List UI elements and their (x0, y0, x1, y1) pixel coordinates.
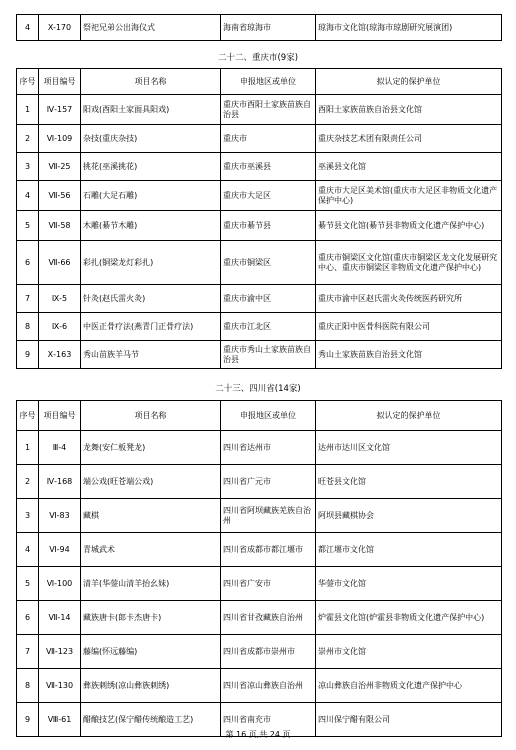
table-row (17, 211, 502, 241)
project-name: 挑花(巫溪挑花) (81, 153, 221, 181)
page-footer: 第 16 页,共 24 页 (225, 730, 291, 739)
project-code: Ⅶ-123 (39, 635, 81, 669)
project-code: Ⅵ-100 (39, 567, 81, 601)
protection-unit: 重庆市铜梁区文化馆(重庆市铜梁区龙文化发展研究中心、重庆市铜梁区非物质文化遗产保护中心) (316, 241, 502, 285)
protection-unit: 阿坝县藏棋协会 (316, 499, 502, 533)
protection-unit: 达州市达川区文化馆 (316, 431, 502, 465)
header-code: 项目编号 (39, 69, 81, 95)
region: 重庆市酉阳土家族苗族自治县 (221, 95, 316, 125)
table-row (17, 533, 502, 567)
protection-unit: 重庆正阳中医骨科医院有限公司 (316, 313, 502, 341)
row-number: 5 (17, 211, 39, 241)
project-code: Ⅵ-109 (39, 125, 81, 153)
protection-unit: 秀山土家族苗族自治县文化馆 (316, 341, 502, 369)
row-number: 4 (17, 181, 39, 211)
project-name: 清羊(华蓥山清羊抬幺妹) (81, 567, 221, 601)
region: 四川省凉山彝族自治州 (221, 669, 316, 703)
table-row (17, 15, 502, 41)
project-code: Ⅶ-66 (39, 241, 81, 285)
table-row (17, 181, 502, 211)
row-number: 8 (17, 669, 39, 703)
project-code: Ⅶ-14 (39, 601, 81, 635)
section-title-chongqing: 二十二、重庆市(9家) (217, 53, 299, 63)
table-row (17, 95, 502, 125)
sichuan-table (16, 400, 502, 737)
row-number: 8 (17, 313, 39, 341)
project-name: 阳戏(酉阳土家面具阳戏) (81, 95, 221, 125)
project-name: 彝族刺绣(凉山彝族刺绣) (81, 669, 221, 703)
header-name: 项目名称 (81, 401, 221, 431)
table-row (17, 125, 502, 153)
region: 四川省阿坝藏族羌族自治州 (221, 499, 316, 533)
project-name: 龙舞(安仁板凳龙) (81, 431, 221, 465)
region: 重庆市大足区 (221, 181, 316, 211)
protection-unit: 旺苍县文化馆 (316, 465, 502, 499)
region: 四川省广元市 (221, 465, 316, 499)
project-name: 藏族唐卡(郎卡杰唐卡) (81, 601, 221, 635)
row-number: 1 (17, 95, 39, 125)
header-region: 申报地区或单位 (221, 401, 316, 431)
table-row (17, 669, 502, 703)
protection-unit: 琼海市文化馆(琼海市琼剧研究展演团) (316, 15, 502, 41)
region: 四川省南充市 (221, 703, 316, 737)
table-row (17, 241, 502, 285)
project-code: Ⅶ-58 (39, 211, 81, 241)
protection-unit: 崇州市文化馆 (316, 635, 502, 669)
region: 重庆市秀山土家族苗族自治县 (221, 341, 316, 369)
row-number: 7 (17, 635, 39, 669)
project-code: Ⅵ-94 (39, 533, 81, 567)
region: 重庆市铜梁区 (221, 241, 316, 285)
table-row (17, 431, 502, 465)
project-code: Ⅶ-25 (39, 153, 81, 181)
table-row (17, 153, 502, 181)
table-row (17, 465, 502, 499)
protection-unit: 酉阳土家族苗族自治县文化馆 (316, 95, 502, 125)
project-name: 木雕(綦节木雕) (81, 211, 221, 241)
row-number: 2 (17, 465, 39, 499)
header-name: 项目名称 (81, 69, 221, 95)
header-unit: 拟认定的保护单位 (316, 401, 502, 431)
project-code: Ⅶ-130 (39, 669, 81, 703)
region: 海南省琼海市 (221, 15, 316, 41)
protection-unit: 华蓥市文化馆 (316, 567, 502, 601)
protection-unit: 重庆市渝中区赵氏雷火灸传统医药研究所 (316, 285, 502, 313)
row-number: 9 (17, 341, 39, 369)
project-name: 青城武术 (81, 533, 221, 567)
protection-unit: 凉山彝族自治州非物质文化遗产保护中心 (316, 669, 502, 703)
protection-unit: 重庆杂技艺术团有限责任公司 (316, 125, 502, 153)
table-header-row (17, 69, 502, 95)
project-code: Ⅸ-6 (39, 313, 81, 341)
table-row (17, 341, 502, 369)
project-code: Ⅷ-61 (39, 703, 81, 737)
header-no: 序号 (17, 69, 39, 95)
table-row (17, 499, 502, 533)
header-unit: 拟认定的保护单位 (316, 69, 502, 95)
region: 重庆市渝中区 (221, 285, 316, 313)
row-number: 3 (17, 153, 39, 181)
chongqing-table (16, 68, 502, 369)
row-number: 2 (17, 125, 39, 153)
header-code: 项目编号 (39, 401, 81, 431)
region: 四川省广安市 (221, 567, 316, 601)
header-no: 序号 (17, 401, 39, 431)
row-number: 4 (17, 15, 39, 41)
protection-unit: 四川保宁醋有限公司 (316, 703, 502, 737)
project-code: Ⅲ-4 (39, 431, 81, 465)
row-number: 4 (17, 533, 39, 567)
project-name: 杂技(重庆杂技) (81, 125, 221, 153)
project-code: X-170 (39, 15, 81, 41)
project-name: 端公戏(旺苍端公戏) (81, 465, 221, 499)
row-number: 3 (17, 499, 39, 533)
protection-unit: 綦节县文化馆(綦节县非物质文化遗产保护中心) (316, 211, 502, 241)
project-name: 中医正骨疗法(燕青门正骨疗法) (81, 313, 221, 341)
row-number: 7 (17, 285, 39, 313)
project-name: 彩扎(铜梁龙灯彩扎) (81, 241, 221, 285)
table-header-row (17, 401, 502, 431)
row-number: 1 (17, 431, 39, 465)
section-title-sichuan: 二十三、四川省(14家) (215, 384, 301, 394)
project-name: 藏棋 (81, 499, 221, 533)
region: 四川省甘孜藏族自治州 (221, 601, 316, 635)
row-number: 6 (17, 241, 39, 285)
region: 重庆市巫溪县 (221, 153, 316, 181)
table-row (17, 313, 502, 341)
project-code: Ⅸ-5 (39, 285, 81, 313)
project-code: Ⅹ-163 (39, 341, 81, 369)
project-name: 藤编(怀远藤编) (81, 635, 221, 669)
row-number: 9 (17, 703, 39, 737)
protection-unit: 都江堰市文化馆 (316, 533, 502, 567)
project-code: Ⅳ-157 (39, 95, 81, 125)
protection-unit: 炉霍县文化馆(炉霍县非物质文化遗产保护中心) (316, 601, 502, 635)
project-code: Ⅵ-83 (39, 499, 81, 533)
region: 重庆市江北区 (221, 313, 316, 341)
region: 重庆市綦节县 (221, 211, 316, 241)
top-table (16, 14, 502, 41)
row-number: 6 (17, 601, 39, 635)
region: 四川省成都市都江堰市 (221, 533, 316, 567)
project-name: 祭祀兄弟公出海仪式 (81, 15, 221, 41)
table-row (17, 635, 502, 669)
row-number: 5 (17, 567, 39, 601)
project-name: 针灸(赵氏雷火灸) (81, 285, 221, 313)
project-code: Ⅳ-168 (39, 465, 81, 499)
project-name: 秀山苗族羊马节 (81, 341, 221, 369)
region: 四川省达州市 (221, 431, 316, 465)
project-name: 醋酿技艺(保宁醋传统酿造工艺) (81, 703, 221, 737)
protection-unit: 巫溪县文化馆 (316, 153, 502, 181)
region: 四川省成都市崇州市 (221, 635, 316, 669)
table-row (17, 601, 502, 635)
project-name: 石雕(大足石雕) (81, 181, 221, 211)
project-code: Ⅶ-56 (39, 181, 81, 211)
table-row (17, 285, 502, 313)
table-row (17, 567, 502, 601)
region: 重庆市 (221, 125, 316, 153)
header-region: 申报地区或单位 (221, 69, 316, 95)
protection-unit: 重庆市大足区美术馆(重庆市大足区非物质文化遗产保护中心) (316, 181, 502, 211)
